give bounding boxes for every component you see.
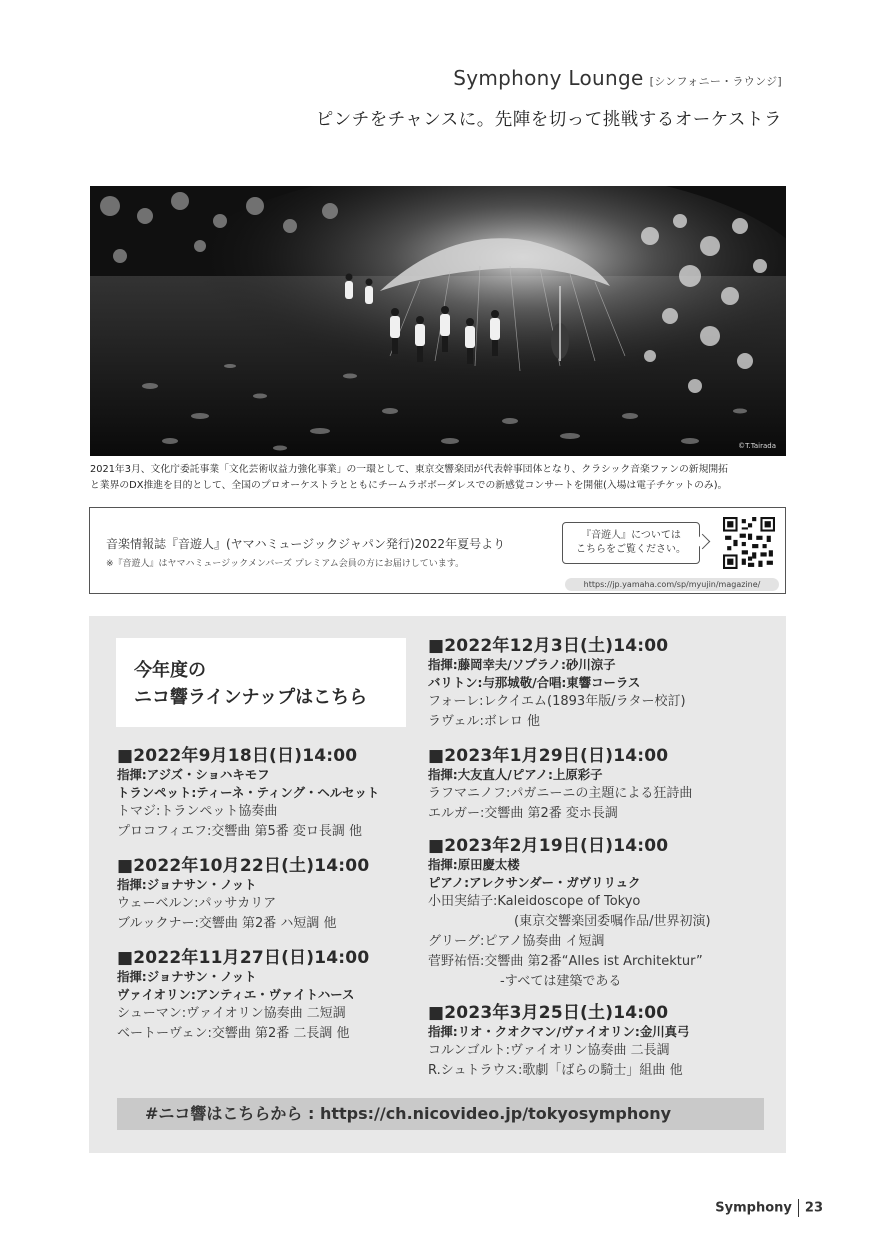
- photo-caption: [90, 462, 790, 494]
- concert-performer: トランペット:ティーネ・ティング・ヘルセット: [117, 785, 380, 800]
- concert-performer: 指揮:大友直人/ピアノ:上原彩子: [428, 767, 603, 782]
- lineup-heading-box: [116, 638, 406, 727]
- concert-performer: ピアノ:アレクサンダー・ガヴリリュク: [428, 875, 641, 890]
- concert-entry: [428, 746, 692, 824]
- concert-performer: 指揮:アジズ・ショハキモフ: [117, 767, 270, 782]
- concert-performer: 指揮:原田慶太楼: [428, 857, 520, 872]
- bubble-line: 『音遊人』については: [581, 530, 681, 541]
- lineup-panel: [89, 616, 786, 1153]
- concert-program: プロコフィエフ:交響曲 第5番 変ロ長調 他: [117, 824, 363, 839]
- magazine-notice-box: [89, 507, 786, 594]
- photo-caption-line: 2021年3月、文化庁委託事業「文化芸術収益力強化事業」の一環として、東京交響楽団が代表幹事団体となり、クラシック音楽ファンの新規開拓: [90, 464, 728, 475]
- lineup-heading-line: ニコ響ラインナップはこちら: [134, 687, 368, 708]
- concert-entry: [117, 856, 369, 934]
- concert-date: ■2022年10月22日(土)14:00: [117, 856, 370, 876]
- concert-date: ■2023年2月19日(日)14:00: [428, 836, 669, 856]
- concert-entry: [117, 948, 369, 1044]
- concert-program: ベートーヴェン:交響曲 第2番 二長調 他: [117, 1026, 350, 1041]
- concert-performer: ヴァイオリン:アンティエ・ヴァイトハース: [117, 987, 355, 1002]
- article-headline: ピンチをチャンスに。先陣を切って挑戦するオーケストラ: [315, 110, 782, 130]
- concert-program: トマジ:トランペット協奏曲: [117, 804, 278, 819]
- magazine-url[interactable]: https://jp.yamaha.com/sp/myujin/magazine/: [565, 578, 779, 591]
- concert-program: (東京交響楽団委嘱作品/世界初演): [514, 914, 711, 929]
- concert-entry: [428, 1003, 689, 1081]
- concert-program: 菅野祐悟:交響曲 第2番“Alles ist Architektur”: [428, 954, 703, 969]
- page-number: 23: [804, 1200, 823, 1216]
- concert-program: ブルックナー:交響曲 第2番 ハ短調 他: [117, 916, 337, 931]
- concert-program: -すべては建築である: [500, 974, 622, 989]
- concert-program: R.シュトラウス:歌劇「ばらの騎士」組曲 他: [428, 1063, 683, 1078]
- concert-program: グリーグ:ピアノ協奏曲 イ短調: [428, 934, 605, 949]
- concert-performer: バリトン:与那城敬/合唱:東響コーラス: [428, 675, 641, 690]
- column-title-reading: [シンフォニー・ラウンジ]: [649, 75, 782, 88]
- concert-date: ■2023年3月25日(土)14:00: [428, 1003, 669, 1023]
- concert-performer: 指揮:藤岡幸夫/ソプラノ:砂川涼子: [428, 657, 616, 672]
- concert-date: ■2022年12月3日(土)14:00: [428, 636, 669, 656]
- lineup-heading: [134, 657, 367, 711]
- magazine-speech-bubble: [562, 522, 700, 564]
- column-title: [453, 66, 782, 90]
- photo-credit: ©T.Tairada: [738, 442, 776, 450]
- concert-program: フォーレ:レクイエム(1893年版/ラター校訂): [428, 694, 686, 709]
- concert-program: コルンゴルト:ヴァイオリン協奏曲 二長調: [428, 1043, 670, 1058]
- concert-photo-illustration: [90, 186, 786, 456]
- photo-caption-line: と業界のDX推進を目的として、全国のプロオーケストラとともにチームラボボーダレスでの新感覚コンサートを開催(入場は電子チケットのみ)。: [90, 480, 728, 491]
- concert-program: ラヴェル:ボレロ 他: [428, 714, 540, 729]
- concert-performer: 指揮:ジョナサン・ノット: [117, 969, 257, 984]
- concert-date: ■2022年9月18日(日)14:00: [117, 746, 358, 766]
- magazine-notice-text: 音楽情報誌『音遊人』(ヤマハミュージックジャパン発行)2022年夏号より: [106, 537, 506, 551]
- page-footer: [715, 1199, 823, 1217]
- concert-entry: [428, 636, 686, 732]
- concert-program: ウェーベルン:パッサカリア: [117, 896, 277, 911]
- divider: [798, 1199, 799, 1217]
- qr-code-icon[interactable]: [723, 517, 775, 569]
- concert-performer: 指揮:リオ・クオクマン/ヴァイオリン:金川真弓: [428, 1024, 690, 1039]
- magazine-notice-note: ※『音遊人』はヤマハミュージックメンバーズ プレミアム会員の方にお届けしています。: [106, 559, 465, 569]
- lineup-heading-line: 今年度の: [134, 660, 206, 681]
- concert-date: ■2023年1月29日(日)14:00: [428, 746, 669, 766]
- concert-entry: [117, 746, 379, 842]
- concert-program: ラフマニノフ:パガニーニの主題による狂詩曲: [428, 786, 693, 801]
- concert-photo: [90, 186, 786, 456]
- magazine-name: Symphony: [715, 1200, 792, 1216]
- niconico-link-bar[interactable]: #ニコ響はこちらから : https://ch.nicovideo.jp/tokyosymphony: [117, 1098, 764, 1130]
- concert-entry: [428, 836, 711, 992]
- concert-program: シューマン:ヴァイオリン協奏曲 二短調: [117, 1006, 346, 1021]
- bubble-line: こちらをご覧ください。: [576, 544, 686, 555]
- concert-performer: 指揮:ジョナサン・ノット: [117, 877, 257, 892]
- concert-program: エルガー:交響曲 第2番 変ホ長調: [428, 806, 618, 821]
- concert-program: 小田実結子:Kaleidoscope of Tokyo: [428, 894, 641, 909]
- column-title-text: Symphony Lounge: [453, 66, 644, 90]
- concert-date: ■2022年11月27日(日)14:00: [117, 948, 370, 968]
